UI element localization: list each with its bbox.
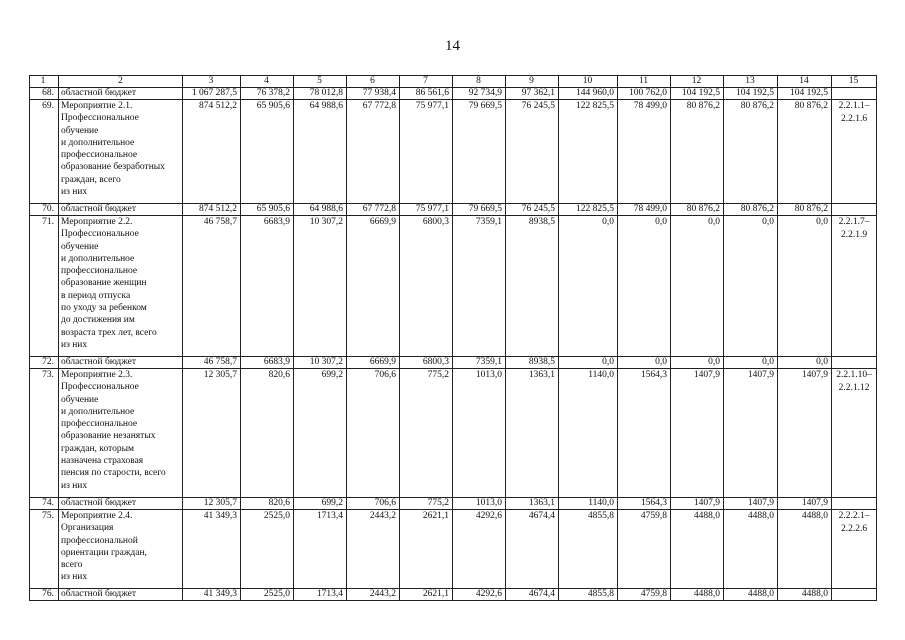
- value-cell: 79 669,5: [453, 204, 506, 216]
- value-cell: 1 067 287,5: [183, 88, 241, 100]
- row-number: 76.: [30, 589, 59, 601]
- budget-table: [29, 75, 877, 601]
- header-cell: 3: [183, 76, 241, 88]
- value-cell: 0,0: [778, 216, 832, 357]
- row-name-line: и дополнительное: [61, 137, 135, 148]
- value-cell: 64 988,6: [294, 100, 347, 204]
- value-cell: 775,2: [400, 498, 453, 510]
- measure-row: [30, 510, 877, 589]
- reference-line: 2.2.2.1–: [838, 511, 870, 521]
- row-name-line: Профессиональное: [61, 382, 139, 393]
- value-cell: 100 762,0: [618, 88, 671, 100]
- row-name-line: профессиональной: [61, 535, 138, 546]
- value-cell: 7359,1: [453, 216, 506, 357]
- reference-cell: [832, 589, 877, 601]
- row-name: [59, 357, 183, 369]
- reference-line: 2.2.2.6: [840, 523, 868, 534]
- value-cell: 4759,8: [618, 589, 671, 601]
- row-name-line: Мероприятие 2.3.: [61, 370, 133, 380]
- value-cell: 0,0: [618, 357, 671, 369]
- reference-cell: [832, 100, 877, 204]
- row-name: [59, 100, 183, 204]
- row-number: 74.: [30, 498, 59, 510]
- row-name-line: до достижения им: [61, 315, 135, 326]
- reference-cell: [832, 216, 877, 357]
- row-name-line: граждан, всего: [61, 174, 121, 185]
- row-name-line: из них: [61, 187, 88, 198]
- row-name: [59, 88, 183, 100]
- row-name-line: профессиональное: [61, 266, 138, 277]
- budget-row: [30, 357, 877, 369]
- row-name-line: профессиональное: [61, 150, 138, 161]
- value-cell: 6800,3: [400, 216, 453, 357]
- header-cell: 2: [59, 76, 183, 88]
- row-number: 70.: [30, 204, 59, 216]
- value-cell: 4488,0: [671, 589, 724, 601]
- row-name-line: возраста трех лет, всего: [61, 327, 157, 338]
- budget-row: [30, 204, 877, 216]
- reference-cell: [832, 510, 877, 589]
- value-cell: 92 734,9: [453, 88, 506, 100]
- value-cell: 4855,8: [559, 510, 618, 589]
- row-name-line: всего: [61, 560, 83, 571]
- value-cell: 0,0: [724, 357, 778, 369]
- row-number: 73.: [30, 369, 59, 498]
- page-number: 14: [445, 38, 460, 54]
- value-cell: 80 876,2: [671, 100, 724, 204]
- row-name-line: Организация: [61, 523, 114, 534]
- measure-row: [30, 100, 877, 204]
- value-cell: 80 876,2: [724, 204, 778, 216]
- value-cell: 75 977,1: [400, 204, 453, 216]
- row-name: [59, 510, 183, 589]
- value-cell: 1407,9: [778, 498, 832, 510]
- value-cell: 0,0: [671, 357, 724, 369]
- value-cell: 1407,9: [671, 498, 724, 510]
- value-cell: 67 772,8: [347, 100, 400, 204]
- row-name-line: областной бюджет: [61, 357, 137, 367]
- budget-row: [30, 589, 877, 601]
- row-name-line: обучение: [61, 241, 99, 252]
- value-cell: 64 988,6: [294, 204, 347, 216]
- row-name: [59, 498, 183, 510]
- value-cell: 2621,1: [400, 589, 453, 601]
- header-cell: 6: [347, 76, 400, 88]
- value-cell: 1013,0: [453, 369, 506, 498]
- reference-line: 2.2.1.1–: [838, 101, 870, 111]
- value-cell: 2525,0: [241, 510, 294, 589]
- value-cell: 6800,3: [400, 357, 453, 369]
- value-cell: 820,6: [241, 369, 294, 498]
- reference-line: 2.2.1.7–: [838, 217, 870, 227]
- row-name-line: Мероприятие 2.2.: [61, 217, 133, 227]
- value-cell: 2443,2: [347, 510, 400, 589]
- value-cell: 67 772,8: [347, 204, 400, 216]
- reference-cell: [832, 88, 877, 100]
- value-cell: 10 307,2: [294, 357, 347, 369]
- value-cell: 6683,9: [241, 357, 294, 369]
- row-name-line: профессиональное: [61, 419, 138, 430]
- value-cell: 104 192,5: [724, 88, 778, 100]
- value-cell: 4292,6: [453, 589, 506, 601]
- value-cell: 4759,8: [618, 510, 671, 589]
- row-name-line: Мероприятие 2.1.: [61, 101, 133, 111]
- reference-cell: [832, 204, 877, 216]
- value-cell: 76 245,5: [506, 204, 559, 216]
- value-cell: 4488,0: [778, 589, 832, 601]
- value-cell: 10 307,2: [294, 216, 347, 357]
- row-name: [59, 216, 183, 357]
- value-cell: 4488,0: [724, 589, 778, 601]
- header-cell: 13: [724, 76, 778, 88]
- row-number: 69.: [30, 100, 59, 204]
- value-cell: 1363,1: [506, 498, 559, 510]
- value-cell: 8938,5: [506, 216, 559, 357]
- value-cell: 820,6: [241, 498, 294, 510]
- row-name-line: назначена страховая: [61, 456, 144, 467]
- row-name-line: областной бюджет: [61, 204, 137, 214]
- value-cell: 2525,0: [241, 589, 294, 601]
- value-cell: 0,0: [724, 216, 778, 357]
- value-cell: 122 825,5: [559, 100, 618, 204]
- header-cell: 15: [832, 76, 877, 88]
- value-cell: 706,6: [347, 498, 400, 510]
- row-name-line: Профессиональное: [61, 113, 139, 124]
- value-cell: 76 245,5: [506, 100, 559, 204]
- value-cell: 80 876,2: [778, 204, 832, 216]
- row-name-line: Профессиональное: [61, 229, 139, 240]
- header-row: [30, 76, 877, 88]
- value-cell: 46 758,7: [183, 357, 241, 369]
- row-name-line: обучение: [61, 394, 99, 405]
- row-name-line: пенсия по старости, всего: [61, 468, 166, 479]
- value-cell: 46 758,7: [183, 216, 241, 357]
- row-name-line: по уходу за ребенком: [61, 303, 147, 314]
- row-name-line: областной бюджет: [61, 498, 137, 508]
- value-cell: 4488,0: [724, 510, 778, 589]
- value-cell: 6669,9: [347, 357, 400, 369]
- row-name-line: из них: [61, 572, 88, 583]
- budget-row: [30, 498, 877, 510]
- row-name-line: образование безработных: [61, 162, 165, 173]
- reference-line: 2.2.1.9: [840, 229, 868, 240]
- value-cell: 0,0: [559, 216, 618, 357]
- value-cell: 104 192,5: [778, 88, 832, 100]
- row-name-line: Мероприятие 2.4.: [61, 511, 133, 521]
- value-cell: 104 192,5: [671, 88, 724, 100]
- row-name-line: обучение: [61, 125, 99, 136]
- value-cell: 65 905,6: [241, 100, 294, 204]
- value-cell: 78 499,0: [618, 204, 671, 216]
- value-cell: 4292,6: [453, 510, 506, 589]
- value-cell: 80 876,2: [671, 204, 724, 216]
- header-cell: 1: [30, 76, 59, 88]
- reference-cell: [832, 498, 877, 510]
- value-cell: 2443,2: [347, 589, 400, 601]
- row-name: [59, 589, 183, 601]
- row-number: 68.: [30, 88, 59, 100]
- row-number: 71.: [30, 216, 59, 357]
- row-name-line: из них: [61, 339, 88, 350]
- value-cell: 1013,0: [453, 498, 506, 510]
- row-name-line: граждан, которым: [61, 443, 134, 454]
- row-name-line: и дополнительное: [61, 253, 135, 264]
- value-cell: 75 977,1: [400, 100, 453, 204]
- value-cell: 1713,4: [294, 589, 347, 601]
- value-cell: 144 960,0: [559, 88, 618, 100]
- value-cell: 706,6: [347, 369, 400, 498]
- value-cell: 1407,9: [778, 369, 832, 498]
- row-number: 75.: [30, 510, 59, 589]
- value-cell: 1407,9: [671, 369, 724, 498]
- row-name-line: из них: [61, 480, 88, 491]
- value-cell: 0,0: [778, 357, 832, 369]
- row-name: [59, 369, 183, 498]
- row-name-line: ориентации граждан,: [61, 547, 147, 558]
- value-cell: 122 825,5: [559, 204, 618, 216]
- value-cell: 2621,1: [400, 510, 453, 589]
- value-cell: 77 938,4: [347, 88, 400, 100]
- value-cell: 0,0: [618, 216, 671, 357]
- measure-row: [30, 216, 877, 357]
- table-body: [30, 76, 877, 601]
- header-cell: 4: [241, 76, 294, 88]
- value-cell: 97 362,1: [506, 88, 559, 100]
- value-cell: 4855,8: [559, 589, 618, 601]
- value-cell: 1564,3: [618, 369, 671, 498]
- header-cell: 14: [778, 76, 832, 88]
- value-cell: 1140,0: [559, 498, 618, 510]
- value-cell: 78 012,8: [294, 88, 347, 100]
- row-name: [59, 204, 183, 216]
- reference-line: 2.2.1.12: [838, 382, 870, 393]
- value-cell: 12 305,7: [183, 498, 241, 510]
- value-cell: 1564,3: [618, 498, 671, 510]
- row-number: 72.: [30, 357, 59, 369]
- header-cell: 5: [294, 76, 347, 88]
- value-cell: 1363,1: [506, 369, 559, 498]
- measure-row: [30, 369, 877, 498]
- value-cell: 12 305,7: [183, 369, 241, 498]
- value-cell: 78 499,0: [618, 100, 671, 204]
- value-cell: 4488,0: [671, 510, 724, 589]
- reference-cell: [832, 357, 877, 369]
- row-name-line: в период отпуска: [61, 290, 131, 301]
- row-name-line: областной бюджет: [61, 88, 137, 98]
- value-cell: 6669,9: [347, 216, 400, 357]
- value-cell: 8938,5: [506, 357, 559, 369]
- value-cell: 80 876,2: [778, 100, 832, 204]
- reference-cell: [832, 369, 877, 498]
- value-cell: 65 905,6: [241, 204, 294, 216]
- row-name-line: образование женщин: [61, 278, 147, 289]
- reference-line: 2.2.1.10–: [836, 370, 872, 380]
- value-cell: 0,0: [671, 216, 724, 357]
- value-cell: 1407,9: [724, 369, 778, 498]
- value-cell: 86 561,6: [400, 88, 453, 100]
- value-cell: 41 349,3: [183, 510, 241, 589]
- value-cell: 0,0: [559, 357, 618, 369]
- header-cell: 8: [453, 76, 506, 88]
- value-cell: 1407,9: [724, 498, 778, 510]
- header-cell: 10: [559, 76, 618, 88]
- value-cell: 699,2: [294, 498, 347, 510]
- value-cell: 41 349,3: [183, 589, 241, 601]
- value-cell: 7359,1: [453, 357, 506, 369]
- value-cell: 874 512,2: [183, 204, 241, 216]
- value-cell: 1713,4: [294, 510, 347, 589]
- value-cell: 874 512,2: [183, 100, 241, 204]
- row-name-line: областной бюджет: [61, 589, 137, 599]
- row-name-line: и дополнительное: [61, 406, 135, 417]
- value-cell: 80 876,2: [724, 100, 778, 204]
- value-cell: 1140,0: [559, 369, 618, 498]
- value-cell: 4674,4: [506, 510, 559, 589]
- reference-line: 2.2.1.6: [840, 113, 868, 124]
- value-cell: 4488,0: [778, 510, 832, 589]
- row-name-line: образование незанятых: [61, 431, 156, 442]
- value-cell: 79 669,5: [453, 100, 506, 204]
- header-cell: 12: [671, 76, 724, 88]
- value-cell: 699,2: [294, 369, 347, 498]
- value-cell: 4674,4: [506, 589, 559, 601]
- header-cell: 7: [400, 76, 453, 88]
- header-cell: 9: [506, 76, 559, 88]
- value-cell: 76 378,2: [241, 88, 294, 100]
- value-cell: 775,2: [400, 369, 453, 498]
- budget-row: [30, 88, 877, 100]
- value-cell: 6683,9: [241, 216, 294, 357]
- header-cell: 11: [618, 76, 671, 88]
